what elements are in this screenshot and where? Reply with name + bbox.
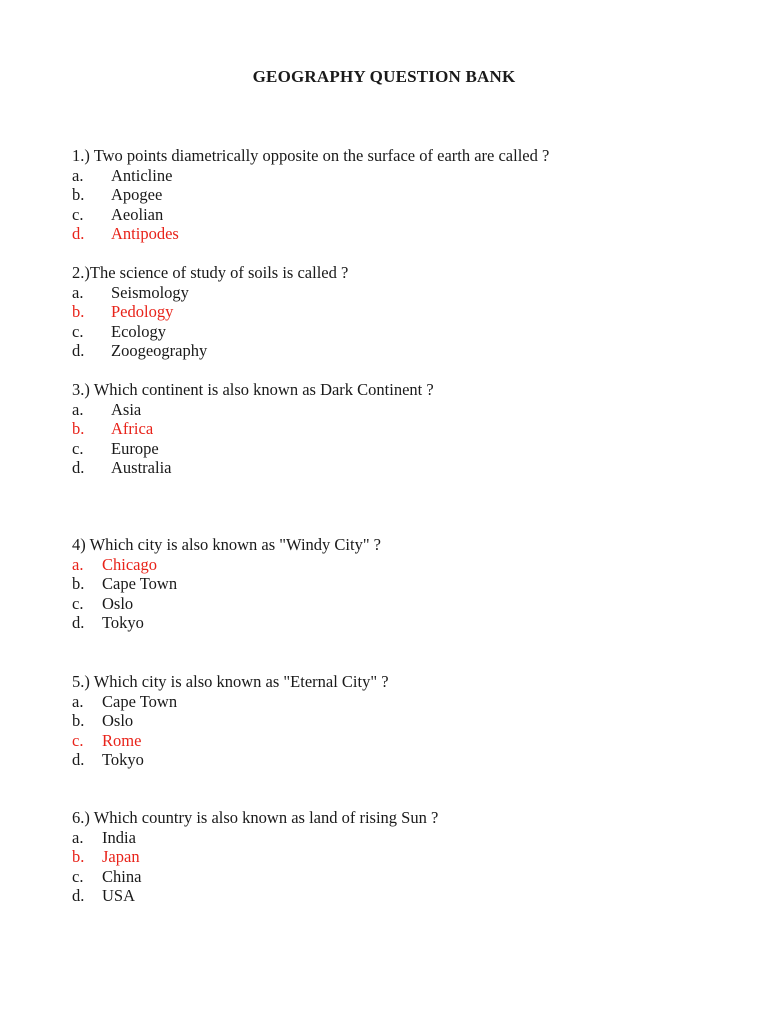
option-text: Antipodes (111, 224, 179, 243)
option-letter: c. (72, 438, 84, 458)
option-letter: d. (72, 341, 85, 360)
option-d (72, 458, 712, 478)
option-d (72, 341, 712, 361)
option-text: USA (102, 886, 136, 905)
option-letter: b. (72, 185, 85, 204)
option-text: Rome (102, 730, 142, 750)
option-letter: d. (72, 613, 85, 632)
option-text: Africa (111, 419, 154, 438)
option-letter: a. (72, 165, 84, 185)
option-a (72, 692, 712, 712)
option-letter: c. (72, 593, 84, 613)
option-a (72, 828, 712, 848)
question-3 (72, 380, 712, 478)
option-letter: c. (72, 730, 84, 750)
option-text: Oslo (102, 593, 134, 613)
question-text: 1.) Two points diametrically opposite on the surface of earth are called ? (72, 146, 550, 165)
option-b (72, 711, 712, 731)
option-letter: b. (72, 847, 85, 866)
option-text: Apogee (111, 185, 163, 204)
option-letter: c. (72, 866, 84, 886)
option-text: Cape Town (102, 574, 178, 593)
option-text: Chicago (102, 554, 157, 574)
option-a (72, 555, 712, 575)
option-text: Asia (111, 399, 142, 419)
option-text: Ecology (111, 321, 166, 341)
option-letter: b. (72, 574, 85, 593)
question-text: 5.) Which city is also known as "Eternal City" ? (72, 672, 389, 691)
option-text: Europe (111, 438, 159, 458)
option-text: China (102, 866, 142, 886)
option-c (72, 322, 712, 342)
option-letter: a. (72, 554, 84, 574)
option-text: Tokyo (102, 613, 144, 632)
option-d (72, 224, 712, 244)
question-text: 3.) Which continent is also known as Dark Continent ? (72, 380, 434, 399)
option-text: Anticline (111, 165, 173, 185)
option-c (72, 731, 712, 751)
option-d (72, 613, 712, 633)
option-letter: d. (72, 750, 85, 769)
option-letter: a. (72, 282, 84, 302)
option-b (72, 574, 712, 594)
option-text: Seismology (111, 282, 189, 302)
question-2 (72, 263, 712, 361)
option-letter: d. (72, 458, 85, 477)
option-text: Australia (111, 458, 172, 477)
option-text: Oslo (102, 711, 134, 730)
option-a (72, 400, 712, 420)
option-b (72, 302, 712, 322)
option-d (72, 750, 712, 770)
option-c (72, 594, 712, 614)
option-letter: c. (72, 321, 84, 341)
option-letter: d. (72, 886, 85, 905)
option-letter: b. (72, 419, 85, 438)
option-a (72, 166, 712, 186)
option-text: Pedology (111, 302, 174, 321)
option-d (72, 886, 712, 906)
question-1 (72, 146, 712, 244)
option-b (72, 847, 712, 867)
option-b (72, 185, 712, 205)
option-letter: d. (72, 224, 85, 243)
question-text: 6.) Which country is also known as land of rising Sun ? (72, 808, 439, 827)
option-letter: a. (72, 827, 84, 847)
question-text: 4) Which city is also known as "Windy City" ? (72, 535, 382, 554)
option-c (72, 439, 712, 459)
option-b (72, 419, 712, 439)
option-text: Japan (102, 847, 140, 866)
option-letter: b. (72, 302, 85, 321)
question-text: 2.)The science of study of soils is called ? (72, 263, 349, 282)
option-text: Cape Town (102, 691, 178, 711)
document-title: GEOGRAPHY QUESTION BANK (252, 67, 516, 86)
option-letter: b. (72, 711, 85, 730)
question-4 (72, 535, 712, 633)
option-text: Tokyo (102, 750, 144, 769)
question-5 (72, 672, 712, 770)
option-text: Zoogeography (111, 341, 208, 360)
option-text: Aeolian (111, 204, 164, 224)
option-letter: c. (72, 204, 84, 224)
option-letter: a. (72, 691, 84, 711)
question-6 (72, 808, 712, 906)
option-text: India (102, 827, 136, 847)
option-letter: a. (72, 399, 84, 419)
option-c (72, 205, 712, 225)
option-c (72, 867, 712, 887)
option-a (72, 283, 712, 303)
